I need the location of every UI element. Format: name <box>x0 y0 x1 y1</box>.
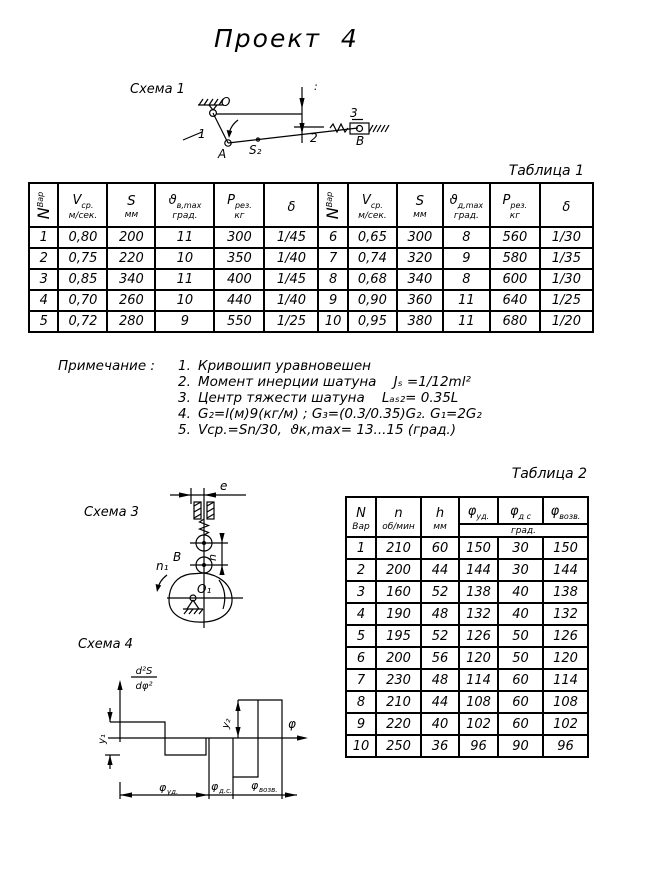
table-cell: 580 <box>490 248 540 269</box>
table-cell: 150 <box>543 537 588 559</box>
table-cell: 2 <box>29 248 58 269</box>
table1 <box>28 182 594 333</box>
table-row <box>346 625 588 647</box>
table-cell: 1/40 <box>264 248 318 269</box>
table-row <box>346 537 588 559</box>
dim-e-label: e <box>220 479 228 493</box>
t1-header-theta: $ϑ_{в,max}$ град. <box>155 183 214 227</box>
table-cell: 96 <box>459 735 498 757</box>
table-row <box>29 269 593 290</box>
table-cell: 10 <box>155 290 214 311</box>
table-cell: 50 <box>498 625 543 647</box>
table-cell: 230 <box>376 669 421 691</box>
table-cell: 40 <box>421 713 459 735</box>
table-cell: 5 <box>29 311 58 332</box>
table-cell: 1 <box>346 537 376 559</box>
y2-dimension <box>235 700 240 738</box>
table-cell: 30 <box>498 559 543 581</box>
table1-body <box>29 227 593 332</box>
t2-header-nvar: N Вар <box>346 497 376 537</box>
t1-header-p-right: $P_{рез.}$ кг <box>490 183 540 227</box>
phi-axis-label: φ <box>288 717 296 731</box>
table2-body <box>346 537 588 757</box>
table-cell: 1/35 <box>540 248 593 269</box>
table-row <box>346 713 588 735</box>
note-item: 5. Vср.=Sn/30, ϑк,max= 13...15 (град.) <box>178 422 456 438</box>
t1-header-delta-right: δ <box>540 183 593 227</box>
table-cell: 360 <box>397 290 443 311</box>
table-cell: 250 <box>376 735 421 757</box>
table-cell: 340 <box>397 269 443 290</box>
table-cell: 0,70 <box>58 290 107 311</box>
schema4-diagram <box>75 632 335 818</box>
table-cell: 1/25 <box>540 290 593 311</box>
point-o1-label: O₁ <box>197 582 212 596</box>
table-cell: 144 <box>543 559 588 581</box>
point-o-label: O <box>221 95 231 109</box>
table-cell: 30 <box>498 537 543 559</box>
table-cell: 400 <box>214 269 264 290</box>
t1-header-nvar: $N^{Вар}$ <box>29 183 58 227</box>
table-cell: 210 <box>376 691 421 713</box>
table-cell: 10 <box>346 735 376 757</box>
note-item: 4. G₂=l(м)9(кг/м) ; G₃=(0.3/0.35)G₂. G₁=2G₂ <box>178 406 482 422</box>
table-cell: 114 <box>543 669 588 691</box>
t2-header-phi-ud: $\varphi_{уд.}$ <box>459 497 498 524</box>
table-cell: 138 <box>459 581 498 603</box>
table-cell: 9 <box>443 248 490 269</box>
page-title: Проект 4 <box>214 24 359 53</box>
table-cell: 6 <box>318 227 347 248</box>
table-cell: 9 <box>155 311 214 332</box>
table-cell: 1 <box>29 227 58 248</box>
rotation-arrow <box>156 575 167 592</box>
table-cell: 11 <box>155 227 214 248</box>
note-item: 2. Момент инерции шатуна Jₛ =1/12ml² <box>178 374 471 390</box>
table-cell: 44 <box>421 691 459 713</box>
table-cell: 60 <box>498 691 543 713</box>
y-axis-fraction-label <box>131 666 157 692</box>
table-row <box>346 559 588 581</box>
table-cell: 8 <box>443 269 490 290</box>
table-cell: 300 <box>397 227 443 248</box>
schema4-label: Схема 4 <box>78 637 133 652</box>
table-cell: 150 <box>459 537 498 559</box>
t1-header-p: $P_{рез.}$ кг <box>214 183 264 227</box>
table-cell: 200 <box>107 227 155 248</box>
point-a-label: A <box>218 147 227 161</box>
table-cell: 56 <box>421 647 459 669</box>
table-cell: 200 <box>376 647 421 669</box>
phi-vozv-sub: возв. <box>259 786 278 794</box>
table-cell: 195 <box>376 625 421 647</box>
table-cell: 640 <box>490 290 540 311</box>
t2-header-phi-vozv: $\varphi_{возв.}$ <box>543 497 588 524</box>
table-cell: 138 <box>543 581 588 603</box>
table-cell: 0,75 <box>58 248 107 269</box>
link2-label: 2 <box>310 131 318 145</box>
table-cell: 90 <box>498 735 543 757</box>
table-cell: 48 <box>421 603 459 625</box>
table-cell: 320 <box>397 248 443 269</box>
table-cell: 4 <box>346 603 376 625</box>
link1-label: 1 <box>198 127 206 141</box>
table-cell: 0,74 <box>348 248 397 269</box>
table-cell: 114 <box>459 669 498 691</box>
table-cell: 0,85 <box>58 269 107 290</box>
table-cell: 0,95 <box>348 311 397 332</box>
table-cell: 11 <box>443 290 490 311</box>
table-cell: 132 <box>459 603 498 625</box>
table-cell: 120 <box>543 647 588 669</box>
table-row <box>29 311 593 332</box>
table-cell: 96 <box>543 735 588 757</box>
n1-label: n₁ <box>156 559 169 573</box>
table-cell: 1/25 <box>264 311 318 332</box>
table-cell: 160 <box>376 581 421 603</box>
t2-header-rpm: n об/мин <box>376 497 421 537</box>
fraction-numerator: d²S <box>135 666 153 677</box>
table-cell: 0,80 <box>58 227 107 248</box>
table-cell: 0,90 <box>348 290 397 311</box>
t2-header-grad: град. <box>459 524 588 537</box>
table-cell: 10 <box>155 248 214 269</box>
note-item: 1. Кривошип уравновешен <box>178 358 372 374</box>
table-cell: 102 <box>543 713 588 735</box>
table-cell: 11 <box>443 311 490 332</box>
table2 <box>345 496 589 758</box>
phi-dc-sub: д.с. <box>219 787 233 795</box>
table-cell: 200 <box>376 559 421 581</box>
slider-group <box>330 120 389 135</box>
table-cell: 36 <box>421 735 459 757</box>
table-cell: 108 <box>459 691 498 713</box>
guide-line-group <box>216 87 324 143</box>
table-cell: 0,72 <box>58 311 107 332</box>
colon-mark: : <box>314 80 318 93</box>
table-cell: 1/30 <box>540 269 593 290</box>
phi-vozv-sym: φ <box>251 779 259 792</box>
table-cell: 190 <box>376 603 421 625</box>
table-cell: 44 <box>421 559 459 581</box>
table-cell: 260 <box>107 290 155 311</box>
notes-block <box>58 358 538 438</box>
table-cell: 102 <box>459 713 498 735</box>
table-cell: 50 <box>498 647 543 669</box>
table-cell: 7 <box>346 669 376 691</box>
table-cell: 440 <box>214 290 264 311</box>
table-row <box>346 647 588 669</box>
t1-header-s: S мм <box>107 183 155 227</box>
t1-header-v-right: $V_{ср.}$ м/сек. <box>348 183 397 227</box>
dim-h-label: h <box>206 554 219 561</box>
table2-caption: Таблица 2 <box>511 466 587 482</box>
table-row <box>29 290 593 311</box>
table-row <box>29 248 593 269</box>
table-cell: 1/30 <box>540 227 593 248</box>
schema3-diagram <box>70 472 320 632</box>
phi-ud-sub: уд. <box>167 788 179 796</box>
t2-header-h: h мм <box>421 497 459 537</box>
y1-label: y₁ <box>97 734 108 744</box>
table-cell: 120 <box>459 647 498 669</box>
table-cell: 6 <box>346 647 376 669</box>
table-cell: 8 <box>443 227 490 248</box>
phi-dc-sym: φ <box>211 780 219 793</box>
table-row <box>346 581 588 603</box>
table-cell: 48 <box>421 669 459 691</box>
table-cell: 9 <box>346 713 376 735</box>
table-cell: 1/40 <box>264 290 318 311</box>
table-cell: 8 <box>318 269 347 290</box>
t1-header-nvar-right: $N^{Вар}$ <box>318 183 347 227</box>
point-s2-label: S₂ <box>249 143 262 157</box>
point-b-label: B <box>173 550 182 564</box>
table-cell: 2 <box>346 559 376 581</box>
table-cell: 5 <box>346 625 376 647</box>
table-cell: 210 <box>376 537 421 559</box>
table-cell: 108 <box>543 691 588 713</box>
table-cell: 126 <box>543 625 588 647</box>
phi-ud-sym: φ <box>159 781 167 794</box>
point-b-label: B <box>356 134 365 148</box>
table-cell: 8 <box>346 691 376 713</box>
table-cell: 0,68 <box>348 269 397 290</box>
table-cell: 560 <box>490 227 540 248</box>
t2-header-phi-dc: $\varphi_{д с}$ <box>498 497 543 524</box>
table-cell: 132 <box>543 603 588 625</box>
table-cell: 300 <box>214 227 264 248</box>
table-cell: 3 <box>29 269 58 290</box>
table-cell: 1/45 <box>264 227 318 248</box>
table-cell: 60 <box>498 669 543 691</box>
y2-label: y₂ <box>220 717 234 730</box>
t1-header-v: $V_{ср.}$ м/сек. <box>58 183 107 227</box>
table-cell: 1/45 <box>264 269 318 290</box>
table-cell: 680 <box>490 311 540 332</box>
schema3-label: Схема 3 <box>84 505 139 520</box>
table-cell: 40 <box>498 603 543 625</box>
table-cell: 0,65 <box>348 227 397 248</box>
schema1-label: Схема 1 <box>130 82 185 97</box>
table-cell: 10 <box>318 311 347 332</box>
h-dimension <box>219 533 224 575</box>
table-cell: 1/20 <box>540 311 593 332</box>
table-cell: 60 <box>498 713 543 735</box>
table-cell: 350 <box>214 248 264 269</box>
table-cell: 11 <box>155 269 214 290</box>
t1-header-s-right: S мм <box>397 183 443 227</box>
table1-caption: Таблица 1 <box>508 163 584 179</box>
fraction-denominator: dφ² <box>135 681 153 692</box>
table-row <box>346 603 588 625</box>
table-cell: 144 <box>459 559 498 581</box>
notes-label: Примечание : <box>58 358 155 374</box>
table-cell: 52 <box>421 581 459 603</box>
table-cell: 380 <box>397 311 443 332</box>
table-cell: 7 <box>318 248 347 269</box>
table-cell: 220 <box>107 248 155 269</box>
table-row <box>29 227 593 248</box>
table-cell: 280 <box>107 311 155 332</box>
table-cell: 550 <box>214 311 264 332</box>
table-cell: 340 <box>107 269 155 290</box>
table-cell: 3 <box>346 581 376 603</box>
schema1-diagram <box>128 76 420 168</box>
t1-header-delta: δ <box>264 183 318 227</box>
note-item: 3. Центр тяжести шатуна Lₐₛ₂= 0.35L <box>178 390 459 406</box>
table-row <box>346 735 588 757</box>
t1-header-theta-right: $ϑ_{д,max}$ град. <box>443 183 490 227</box>
table-cell: 126 <box>459 625 498 647</box>
table-cell: 52 <box>421 625 459 647</box>
crank-group <box>183 113 238 146</box>
table-cell: 60 <box>421 537 459 559</box>
table-cell: 40 <box>498 581 543 603</box>
table-cell: 600 <box>490 269 540 290</box>
link3-label: 3 <box>350 106 358 120</box>
table-cell: 9 <box>318 290 347 311</box>
table-cell: 4 <box>29 290 58 311</box>
table-cell: 220 <box>376 713 421 735</box>
table-row <box>346 669 588 691</box>
phase-labels <box>159 779 277 796</box>
table-row <box>346 691 588 713</box>
